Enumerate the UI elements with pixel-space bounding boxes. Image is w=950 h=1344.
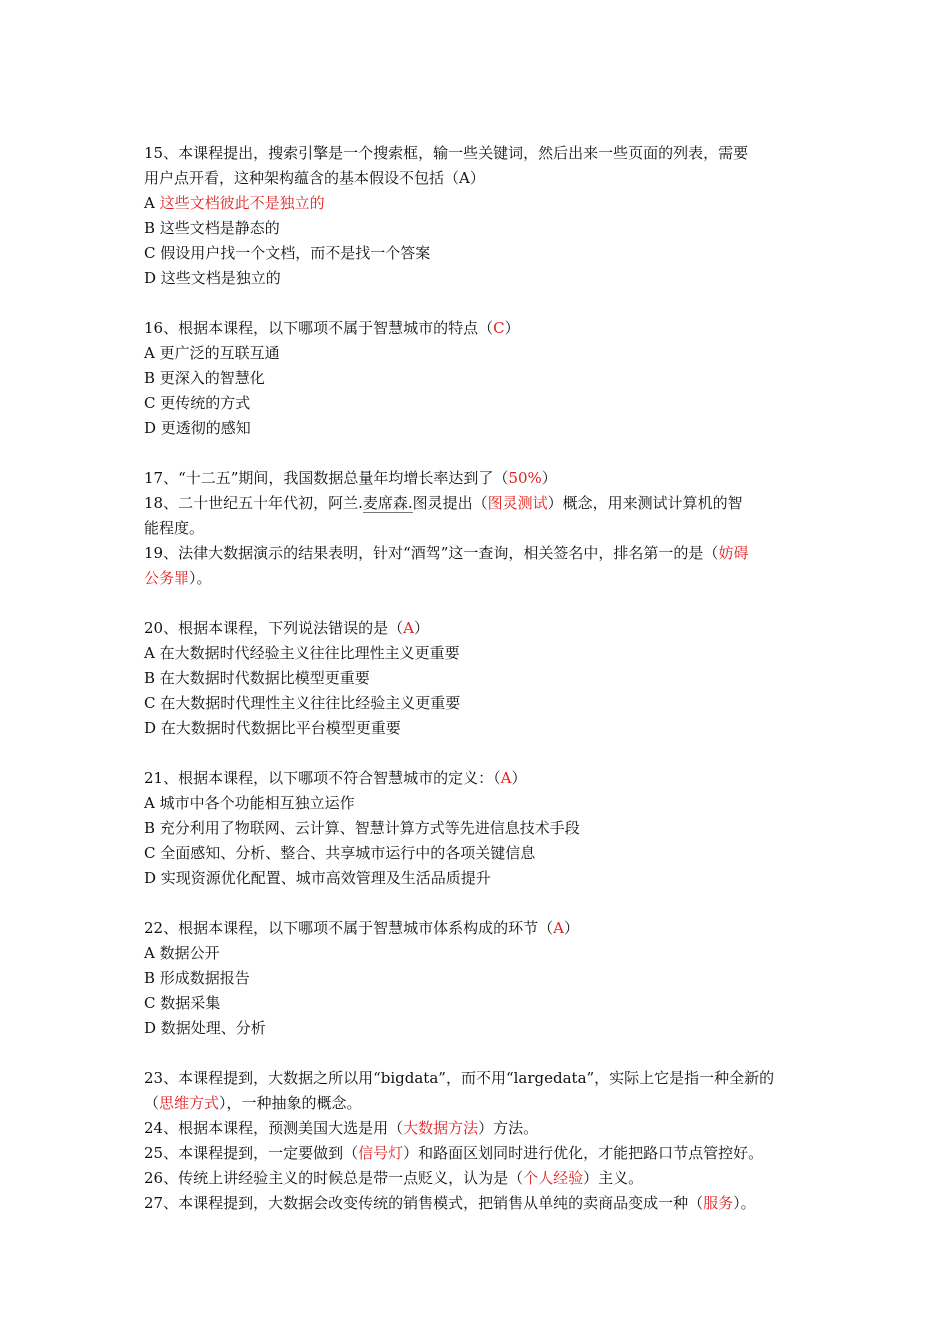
q23-answer: 思维方式 (159, 1094, 220, 1112)
q16-option-c: C 更传统的方式 (144, 394, 251, 412)
q25-answer: 信号灯 (358, 1144, 404, 1162)
q26-stem: 26、传统上讲经验主义的时候总是带一点贬义，认为是（个人经验）主义。 (144, 1169, 644, 1187)
q16-option-a: A 更广泛的互联互通 (144, 344, 280, 362)
q20-option-d: D 在大数据时代数据比平台模型更重要 (144, 719, 401, 737)
q16-option-b: B 更深入的智慧化 (144, 369, 265, 387)
q22-option-b: B 形成数据报告 (144, 969, 250, 987)
q17-stem: 17、“十二五”期间，我国数据总量年均增长率达到了（50%） (144, 469, 557, 487)
q24-answer: 大数据方法 (403, 1119, 479, 1137)
q22-answer: A (553, 919, 564, 937)
q19-stem-line2: 公务罪）。 (144, 569, 212, 587)
q15-option-c: C 假设用户找一个文档，而不是找一个答案 (144, 244, 431, 262)
q27-answer: 服务 (703, 1194, 734, 1212)
q20-option-b: B 在大数据时代数据比模型更重要 (144, 669, 370, 687)
q15-stem-line2: 用户点开看，这种架构蕴含的基本假设不包括（A） (144, 169, 485, 187)
document-page (144, 141, 874, 1216)
q19-answer-part1: 妨碍 (718, 544, 749, 562)
q16-answer: C (493, 319, 505, 337)
q21-option-b: B 充分利用了物联网、云计算、智慧计算方式等先进信息技术手段 (144, 819, 580, 837)
q25-stem: 25、本课程提到，一定要做到（信号灯）和路面区划同时进行优化，才能把路口节点管控好。 (144, 1144, 764, 1162)
q22-option-c: C 数据采集 (144, 994, 221, 1012)
q23-stem-line1: 23、本课程提到，大数据之所以用“bigdata”，而不用“largedata”，实际上它是指一种全新的 (144, 1069, 775, 1087)
q26-answer: 个人经验 (523, 1169, 584, 1187)
q19-answer-part2: 公务罪 (144, 569, 190, 587)
q22-stem: 22、根据本课程，以下哪项不属于智慧城市体系构成的环节（A） (144, 919, 579, 937)
q15-answer-text: 这些文档彼此不是独立的 (159, 194, 325, 212)
q15-stem-line1: 15、本课程提出，搜索引擎是一个搜索框，输一些关键词，然后出来一些页面的列表，需要 (144, 144, 749, 162)
q21-option-d: D 实现资源优化配置、城市高效管理及生活品质提升 (144, 869, 491, 887)
q21-option-c: C 全面感知、分析、整合、共享城市运行中的各项关键信息 (144, 844, 536, 862)
q20-answer: A (403, 619, 414, 637)
q19-stem-line1: 19、法律大数据演示的结果表明，针对“酒驾”这一查询，相关签名中，排名第一的是（妨碍 (144, 544, 749, 562)
q15-option-a: A 这些文档彼此不是独立的 (144, 194, 325, 212)
q17-answer: 50% (508, 469, 542, 487)
q20-option-a: A 在大数据时代经验主义往往比理性主义更重要 (144, 644, 460, 662)
q22-option-d: D 数据处理、分析 (144, 1019, 266, 1037)
q20-stem: 20、根据本课程，下列说法错误的是（A） (144, 619, 429, 637)
q18-answer: 图灵测试 (487, 494, 548, 512)
q20-option-c: C 在大数据时代理性主义往往比经验主义更重要 (144, 694, 461, 712)
q15-option-b: B 这些文档是静态的 (144, 219, 280, 237)
q16-stem: 16、根据本课程，以下哪项不属于智慧城市的特点（C） (144, 319, 520, 337)
q18-underlined-name: 麦席森. (362, 494, 413, 512)
q18-stem-line1: 18、二十世纪五十年代初，阿兰.麦席森.图灵提出（图灵测试）概念，用来测试计算机的智 (144, 494, 743, 512)
q21-option-a: A 城市中各个功能相互独立运作 (144, 794, 355, 812)
q18-stem-line2: 能程度。 (144, 519, 205, 537)
q16-option-d: D 更透彻的感知 (144, 419, 251, 437)
q23-stem-line2: （思维方式），一种抽象的概念。 (144, 1094, 362, 1112)
q21-stem: 21、根据本课程，以下哪项不符合智慧城市的定义：（A） (144, 769, 527, 787)
q27-stem: 27、本课程提到，大数据会改变传统的销售模式，把销售从单纯的卖商品变成一种（服务）。 (144, 1194, 756, 1212)
q15-option-d: D 这些文档是独立的 (144, 269, 281, 287)
q22-option-a: A 数据公开 (144, 944, 220, 962)
q21-answer: A (500, 769, 512, 787)
q24-stem: 24、根据本课程，预测美国大选是用（大数据方法）方法。 (144, 1119, 539, 1137)
